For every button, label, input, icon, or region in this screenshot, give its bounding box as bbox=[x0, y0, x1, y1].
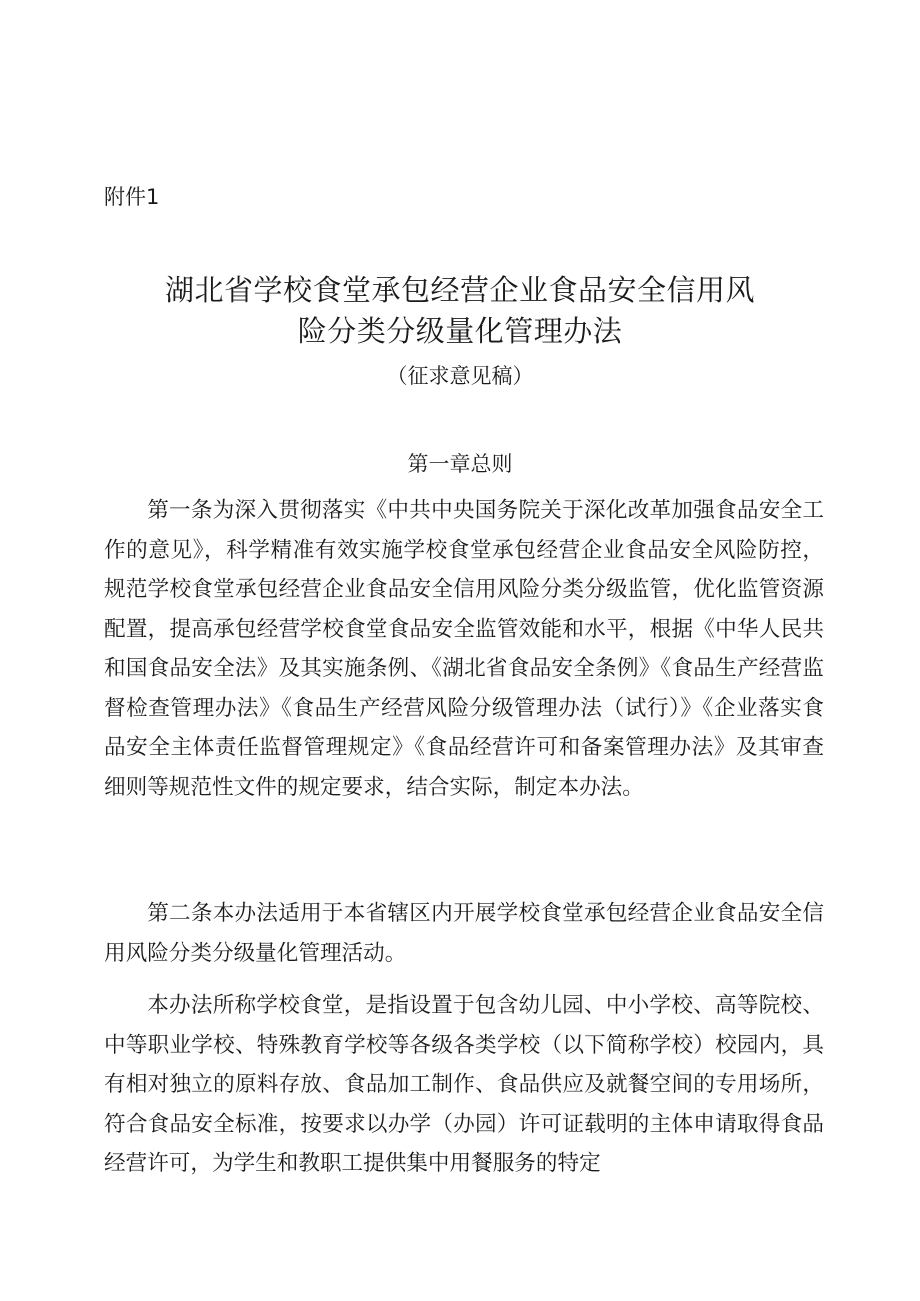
attachment-label: 附件1 bbox=[104, 185, 160, 209]
document-subtitle: （征求意见稿） bbox=[386, 364, 534, 388]
definition-paragraph: 本办法所称学校食堂，是指设置于包含幼儿园、中小学校、高等院校、中等职业学校、特殊教育学校等各级各类学校（以下简称学校）校园内，具有相对独立的原料存放、食品加工制作、食品供应及就餐空间的专用场所，符合食品安全标准，按要求以办学（办园）许可证载明的主体申请取得食品经营许可，为学生和教职工提供集中用餐服务的特定 bbox=[104, 993, 824, 1176]
article-2-paragraph: 第二条本办法适用于本省辖区内开展学校食堂承包经营企业食品安全信用风险分类分级量化管理活动。 bbox=[104, 901, 824, 966]
document-title-line-1-text: 湖北省学校食堂承包经营企业食品安全信用风 bbox=[164, 273, 755, 307]
document-title-line-1 bbox=[0, 270, 920, 310]
document-title-line-2: 险分类分级量化管理办法 bbox=[297, 314, 623, 348]
article-1-paragraph: 第一条为深入贯彻落实《中共中央国务院关于深化改革加强食品安全工作的意见》，科学精准有效实施学校食堂承包经营企业食品安全风险防控，规范学校食堂承包经营企业食品安全信用风险分类分级监管，优化监管资源配置，提高承包经营学校食堂食品安全监管效能和水平，根据《中华人民共和国食品安全法》及其实施条例、《湖北省食品安全条例》《食品生产经营监督检查管理办法》《食品生产经营风险分级管理办法（试行）》《企业落实食品安全主体责任监督管理规定》《食品经营许可和备案管理办法》及其审查细则等规范性文件的规定要求，结合实际，制定本办法。 bbox=[104, 498, 824, 800]
chapter-heading: 第一章总则 bbox=[407, 452, 513, 476]
